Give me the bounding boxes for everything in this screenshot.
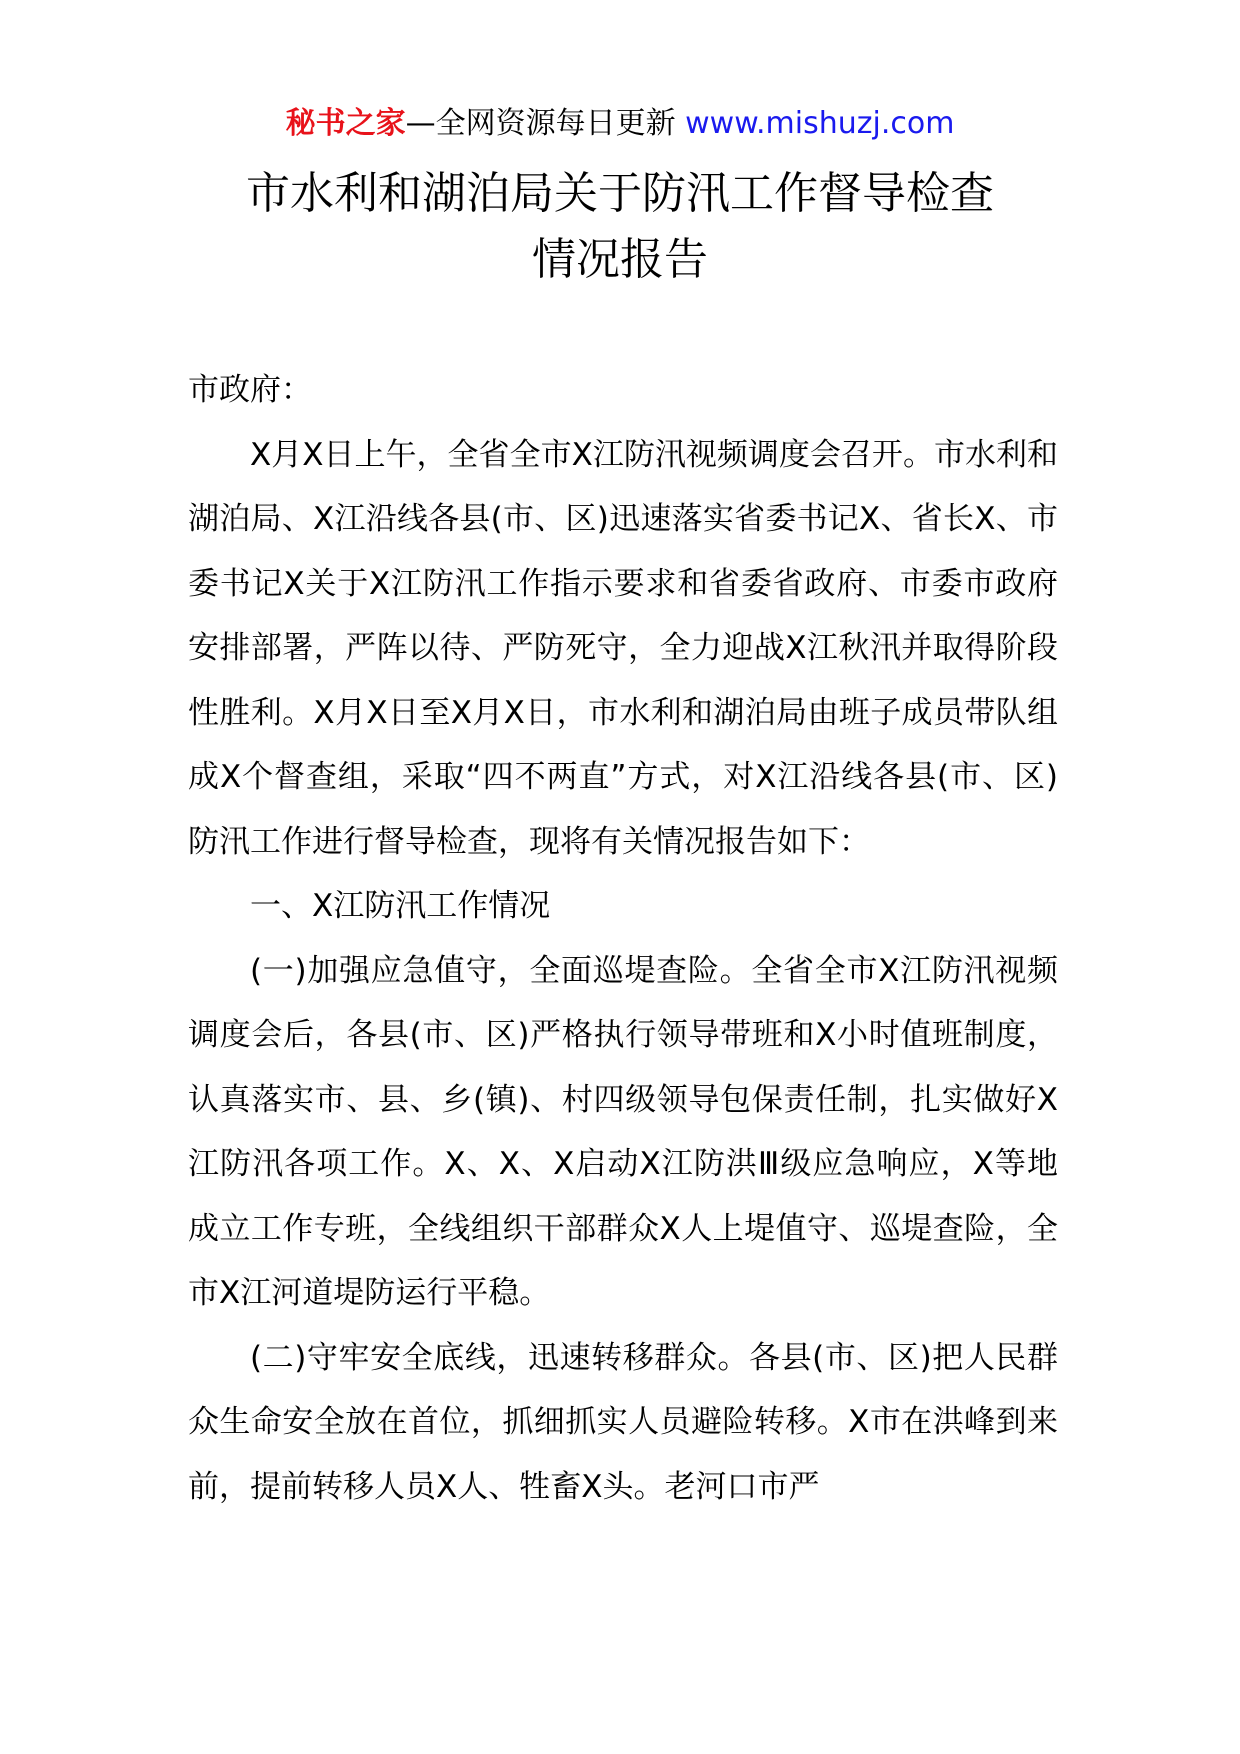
salutation: 市政府： [188, 372, 312, 408]
document-title-line-2: 情况报告 [532, 234, 708, 285]
document-title-line-1: 市水利和湖泊局关于防汛工作督导检查 [246, 168, 994, 219]
section-heading-1: 一、X江防汛工作情况 [250, 888, 551, 924]
document-body [188, 358, 1058, 1519]
paragraph-subsection-1: (一)加强应急值守，全面巡堤查险。全省全市X江防汛视频调度会后，各县(市、区)严格执行领导带班和X小时值班制度，认真落实市、县、乡(镇)、村四级领导包保责任制，扎实做好X江防汛各项工作。X、X、X启动X江防洪Ⅲ级应急响应，X等地成立工作专班，全线组织干部群众X人上堤值守、巡堤查险，全市X江河道堤防运行平稳。 [188, 952, 1058, 1311]
watermark-banner [0, 104, 1240, 144]
paragraph-subsection-2: (二)守牢安全底线，迅速转移群众。各县(市、区)把人民群众生命安全放在首位，抓细抓实人员避险转移。X市在洪峰到来前，提前转移人员X人、牲畜X头。老河口市严 [188, 1339, 1058, 1505]
banner-brand: 秘书之家 [285, 106, 406, 141]
banner-slogan: —全网资源每日更新 [405, 106, 676, 141]
banner-site-link[interactable]: www.mishuzj.com [685, 106, 955, 141]
paragraph-intro: X月X日上午，全省全市X江防汛视频调度会召开。市水利和湖泊局、X江沿线各县(市、区)迅速落实省委书记X、省长X、市委书记X关于X江防汛工作指示要求和省委省政府、市委市政府安排部署，严阵以待、严防死守，全力迎战X江秋汛并取得阶段性胜利。X月X日至X月X日，市水利和湖泊局由班子成员带队组成X个督查组，采取“四不两直”方式，对X江沿线各县(市、区)防汛工作进行督导检查，现将有关情况报告如下： [188, 436, 1058, 860]
